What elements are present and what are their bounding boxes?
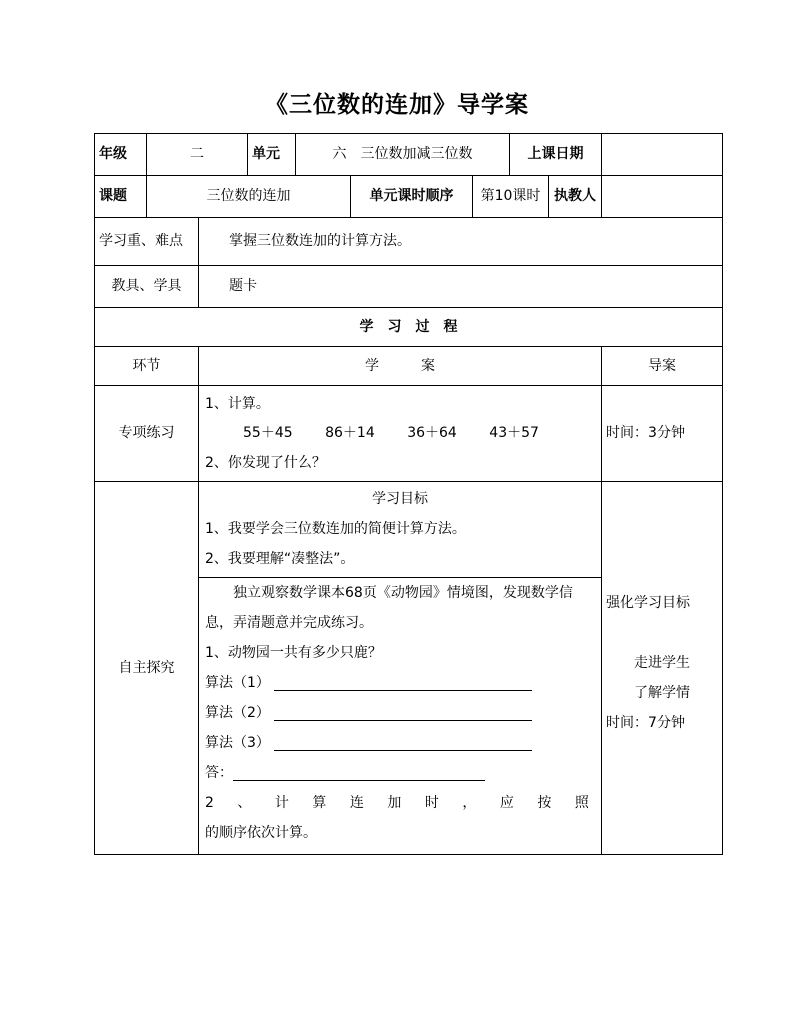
calc-list [205,419,595,449]
answer-blank[interactable] [233,766,485,781]
grade-value: 二 [147,134,248,176]
explore-activities [199,578,602,855]
q2-char: 加 [387,794,402,811]
explore-question-2 [205,788,595,818]
practice-content [199,386,602,482]
goals-title: 学习目标 [372,490,429,507]
q2-char: 照 [574,794,589,811]
method-label-2: 算法（2） [205,704,270,721]
q2-char: ， [462,794,477,811]
q2-char: 按 [537,794,552,811]
q2-char: 算 [312,794,327,811]
practice-item2: 2、你发现了什么？ [205,454,326,471]
order-label: 单元课时顺序 [351,176,473,218]
calc-item: 43＋57 [489,424,539,441]
method-label-1: 算法（1） [205,674,270,691]
col-guide-header: 导案 [602,347,723,386]
explore-question-2-tail: 的顺序依次计算。 [205,824,317,841]
method-blank-2[interactable] [274,706,532,721]
calc-item: 55＋45 [243,424,293,441]
date-label: 上课日期 [510,134,602,176]
lesson-plan-table [94,133,723,855]
col-stage-header: 环节 [95,347,199,386]
explore-goals [199,482,602,578]
answer-row [205,758,595,788]
practice-stage: 专项练习 [95,386,199,482]
topic-label: 课题 [95,176,147,218]
q2-char: 时 [424,794,439,811]
teacher-value [602,176,723,218]
explore-intro: 独立观察数学课本68页《动物园》情境图，发现数学信息，弄清题意并完成练习。 [205,585,573,631]
q2-char: 计 [274,794,289,811]
unit-label: 单元 [248,134,296,176]
order-value: 第10课时 [473,176,549,218]
goal-1: 1、我要学会三位数连加的简便计算方法。 [205,520,466,537]
guide-approach: 走进学生 [634,655,691,671]
guide-understand: 了解学情 [634,685,691,701]
goal-2: 2、我要理解“凑整法”。 [205,550,355,567]
topic-value: 三位数的连加 [147,176,351,218]
method-blank-3[interactable] [274,736,532,751]
method-row-1 [205,668,595,698]
page-title: 《三位数的连加》导学案 [265,92,529,118]
explore-stage: 自主探究 [95,482,199,855]
guide-strengthen: 强化学习目标 [606,595,691,611]
q2-char: 、 [237,794,252,811]
method-label-3: 算法（3） [205,734,270,751]
q2-char: 2 [205,794,214,811]
col-plan-header: 学 案 [199,347,602,386]
answer-label: 答： [205,764,233,781]
focus-value: 掌握三位数连加的计算方法。 [199,218,723,266]
guide-time: 时间：7分钟 [606,715,685,731]
tools-value: 题卡 [199,266,723,308]
practice-item1: 1、计算。 [205,395,270,412]
tools-label: 教具、学具 [95,266,199,308]
date-value [602,134,723,176]
teacher-label: 执教人 [549,176,602,218]
q2-char: 连 [349,794,364,811]
method-blank-1[interactable] [274,676,532,691]
method-row-2 [205,698,595,728]
q2-char: 应 [499,794,514,811]
method-row-3 [205,728,595,758]
practice-guide: 时间：3分钟 [602,386,723,482]
calc-item: 86＋14 [325,424,375,441]
unit-value: 六 三位数加减三位数 [296,134,510,176]
process-title: 学 习 过 程 [95,308,723,347]
calc-item: 36＋64 [407,424,457,441]
focus-label: 学习重、难点 [95,218,199,266]
explore-guide [602,482,723,855]
explore-question-1: 1、动物园一共有多少只鹿？ [205,644,382,661]
grade-label: 年级 [95,134,147,176]
